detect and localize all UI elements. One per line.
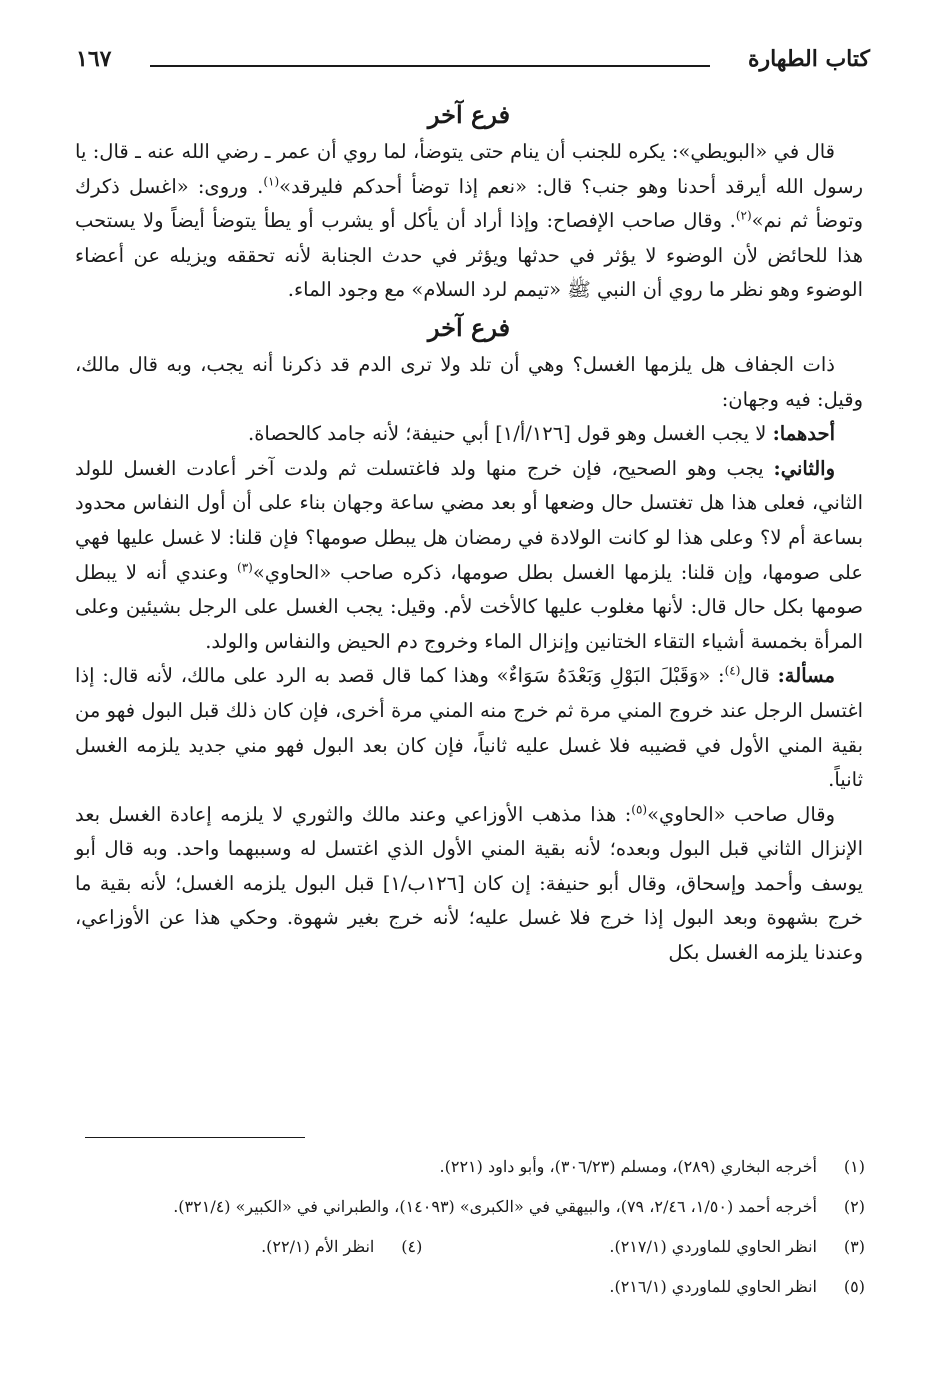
paragraph: وقال صاحب «الحاوي»$^{(٥)}$: هذا مذهب الأوزاعي وعند مالك والثوري لا يلزمه إعادة الغسل بعد الإنزال الثاني قبل البول وبعده؛ لأنه بقية المني الأول الذي اغتسل له وسببهما واحد. وبه قال أبو يوسف وأحمد وإسحاق، وقال أبو حنيفة: إن كان [١٢٦ب/١] قبل البول يلزمه الغسل؛ لأنه بقية ما خرج بشهوة وبعد البول إذا خرج فلا غسل عليه؛ لأنه خرج بغير شهوة. وحكي هذا عن الأوزاعي، وعندنا يلزمه الغسل بكل (75, 802, 863, 965)
lead-term: مسألة: (777, 664, 835, 688)
footnote: (٥) انظر الحاوي للماوردي (٢١٦/١). (609, 1277, 865, 1296)
footnote: (٣) انظر الحاوي للماوردي (٢١٧/١). (609, 1237, 865, 1256)
section-title: فرع آخر (427, 100, 511, 129)
footnote-row (82, 1232, 865, 1262)
lead-term: أحدهما: (772, 422, 835, 446)
footnote-ref: (٤) (724, 663, 741, 678)
paragraph: قال في «البويطي»: يكره للجنب أن ينام حتى يتوضأ، لما روي أن عمر ـ رضي الله عنه ـ قال: يا رسول الله أيرقد أحدنا وهو جنب؟ قال: «نعم إذا توضأ أحدكم فليرقد»$^{(١)}$. وروى: «اغسل ذكرك وتوضأ ثم نم»$^{(٢)}$. وقال صاحب الإفصاح: وإذا أراد أن يأكل أو يشرب أو يطأ يتوضأ أيضاً ولا يستحب هذا للحائض لأن الوضوء لا يؤثر في حدثها ويؤثر في حدث الجنابة لأنه تحققه ويزيله عن أعضاء الوضوء وهو نظر ما روي أن النبي ﷺ «تيمم لرد السلام» مع وجود الماء. (75, 140, 863, 302)
body-text (75, 95, 863, 971)
footnote-rule (85, 1137, 305, 1138)
paragraph: مسألة: قال$^{(٤)}$: «وَقَبْلَ البَوْلِ وَبَعْدَهُ سَوَاءٌ» وهذا كما قال قصد به الرد على مالك، لأنه قال: إذا اغتسل الرجل عند خروج المني مرة ثم خرج منه المني مرة أخرى، فإن كان ذلك قبل البول فهو من بقية المني الأول في قضيبه فلا غسل عليه ثانياً، فإن كان بعد البول فهو مني جديد يلزمه الغسل ثانياً. (75, 663, 863, 792)
footnote-ref: (٢) (735, 208, 752, 223)
page-number: ١٦٧ (76, 46, 112, 72)
footnote-ref: (٥) (631, 802, 648, 817)
footnote: (١) أخرجه البخاري (٢٨٩)، ومسلم (٣٠٦/٢٣)، وأبو داود (٢٢١). (439, 1157, 865, 1176)
footnote-ref: (١) (263, 174, 280, 189)
footnotes (82, 1152, 865, 1312)
paragraph: ذات الجفاف هل يلزمها الغسل؟ وهي أن تلد ولا ترى الدم قد ذكرنا أنه يجب، وبه قال مالك، وقيل: فيه وجهان: (75, 352, 863, 411)
header-rule (150, 65, 710, 67)
footnote: (٢) أخرجه أحمد (١/٥٠، ٢/٤٦، ٧٩)، والبيهقي في «الكبرى» (١٤٠٩٣)، والطبراني في «الكبير» (٣٢١/٤). (173, 1197, 865, 1216)
page-header (70, 40, 870, 80)
lead-term: والثاني: (773, 456, 835, 480)
paragraph: أحدهما: لا يجب الغسل وهو قول [١٢٦/أ/١] أبي حنيفة؛ لأنه جامد كالحصاة. (248, 422, 835, 446)
section-title: فرع آخر (427, 312, 511, 342)
footnote: (٤) انظر الأم (٢٢/١). (261, 1237, 423, 1256)
book-title: كتاب الطهارة (747, 46, 870, 72)
paragraph: والثاني: يجب وهو الصحيح، فإن خرج منها ولد فاغتسلت ثم ولدت آخر أعادت الغسل للولد الثاني، فعلى هذا هل تغتسل حال وضعها أو بعد مضي ساعة وجهان بناء على أن أول النفاس محدود بساعة أم لا؟ وعلى هذا لو كانت الولادة في رمضان هل يبطل صومها؟ فإن قلنا: لا غسل عليها فهي على صومها، وإن قلنا: يلزمها الغسل بطل صومها، ذكره صاحب «الحاوي»$^{(٣)}$ وعندي أنه لا يبطل صومها بكل حال قال: لأنها مغلوب عليها كالأخت لأم. وقيل: يجب الغسل على الرجل بشيئين وعلى المرأة بخمسة أشياء التقاء الختانين وإنزال الماء وخروج دم الحيض والنفاس والولد. (75, 456, 864, 653)
footnote-ref: (٣) (237, 560, 253, 575)
